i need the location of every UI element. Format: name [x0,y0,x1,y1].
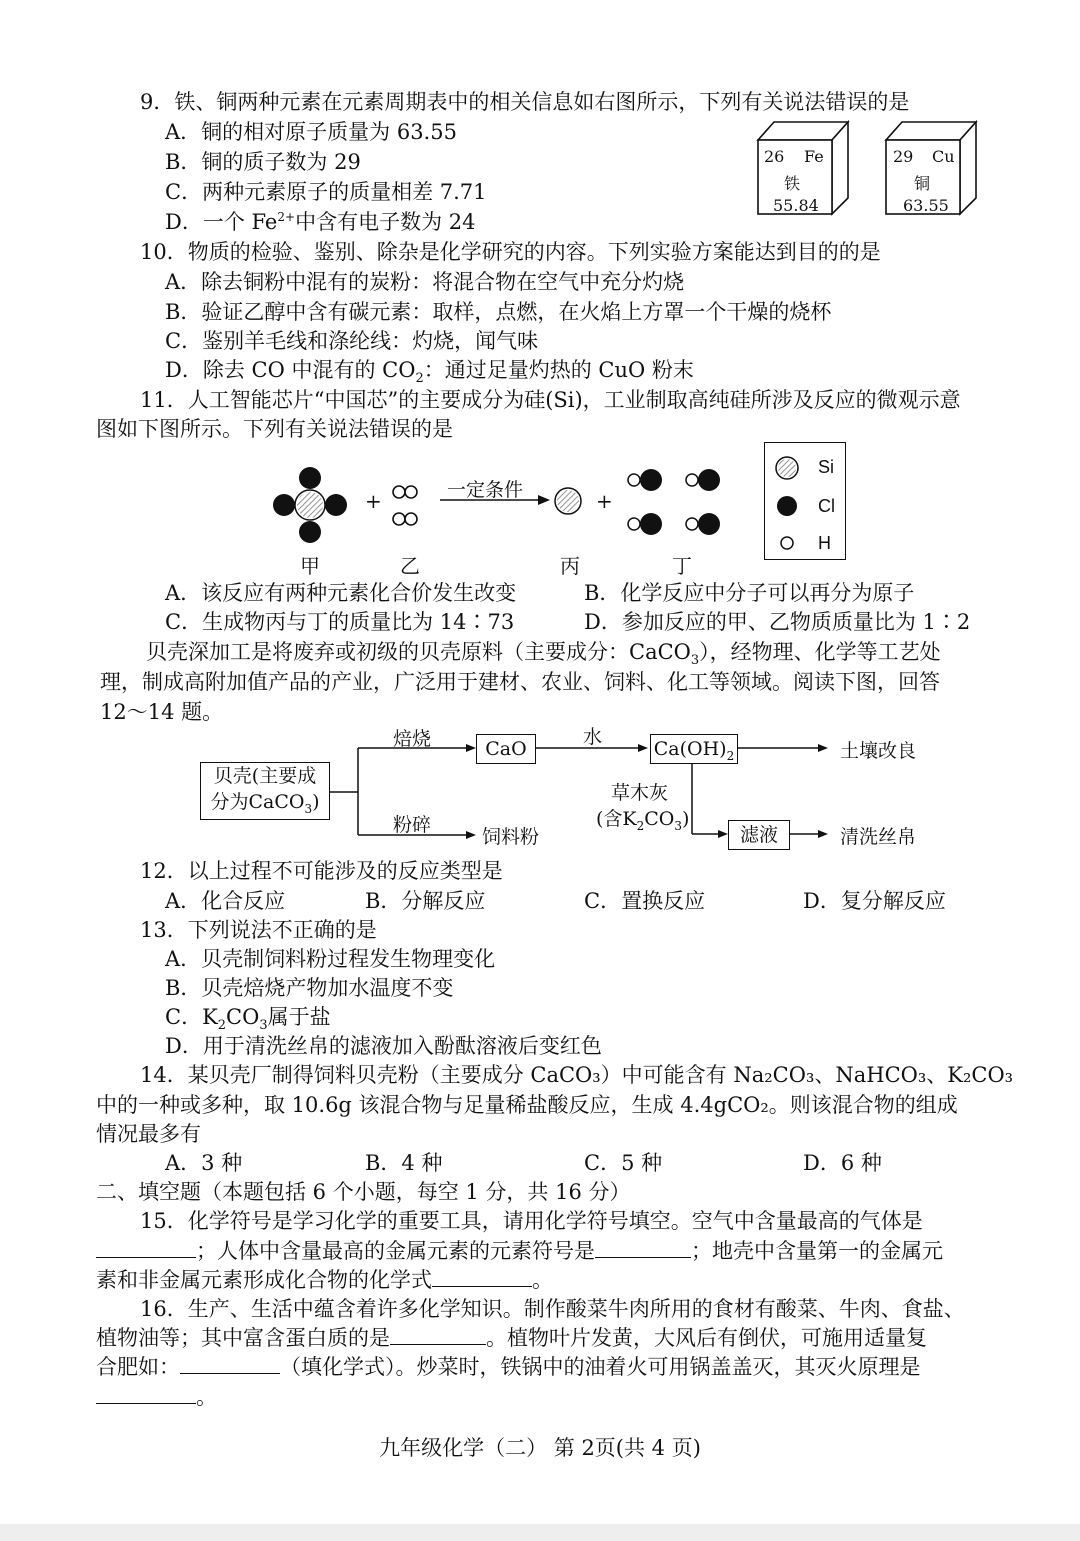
q9-option-d-charge: 2+ [277,210,296,224]
q12-option-a: A．化合反应 [165,889,286,913]
q11-option-d: D．参加反应的甲、乙物质质量比为 1∶2 [584,610,971,634]
q15-line2 [96,1235,943,1265]
q16-line2-text-b: 。植物叶片发黄，大风后有倒伏，可施用适量复 [486,1326,927,1350]
passage-line1-prefix: 贝壳深加工是将废弃或初级的贝壳原料（主要成分：CaCO [146,640,691,664]
passage-line1-suffix: ），经物理、化学等工艺处 [699,640,941,664]
legend-h: H [818,533,831,553]
q11-stem-line2: 图如下图所示。下列有关说法错误的是 [96,417,453,441]
q11-stem-line1: 11．人工智能芯片“中国芯”的主要成分为硅(Si)，工业制取高纯硅所涉及反应的微观示意 [140,388,961,412]
q15-blank-1[interactable] [96,1239,196,1258]
q12-option-d: D．复分解反应 [803,889,946,913]
q13-option-c [165,1001,331,1033]
reaction-plus-1: + [365,489,382,513]
label-yi: 乙 [400,554,420,578]
q13-option-d: D．用于清洗丝帛的滤液加入酚酞溶液后变红色 [165,1034,602,1058]
label-bing: 丙 [560,554,580,578]
label-jia: 甲 [300,554,320,578]
q16-line3-text-a: 合肥如： [96,1355,180,1379]
q10-option-d-prefix: D．除去 CO 中混有的 CO [165,358,416,382]
q16-line3-text-b: （填化学式）。炒菜时，铁锅中的油着火可用锅盖盖灭，其灭火原理是 [280,1355,921,1379]
passage-line1 [146,636,941,668]
q16-blank-3[interactable] [96,1385,196,1404]
product-ding-molecules [628,469,720,535]
q14-option-b: B．4 种 [365,1151,443,1175]
passage-line3: 12～14 题。 [100,700,224,724]
q15-line3-end: 。 [532,1268,553,1292]
q10-option-c: C．鉴别羊毛线和涤纶线：灼烧，闻气味 [165,329,539,353]
q15-line3 [96,1264,553,1294]
fe-atomic-number: 26 [764,147,785,166]
q16-blank-2[interactable] [180,1355,280,1374]
q12-stem: 12．以上过程不可能涉及的反应类型是 [140,859,503,883]
q16-blank-1[interactable] [390,1326,486,1345]
cao-box [476,734,536,764]
cu-atomic-number: 29 [893,147,914,166]
q16-line4-end: 。 [196,1385,217,1409]
caoh2-box [650,734,738,764]
feed-powder-label: 饲料粉 [482,826,540,848]
q15-line1: 15．化学符号是学习化学的重要工具，请用化学符号填空。空气中含量最高的气体是 [140,1209,923,1233]
q11-option-c: C．生成物丙与丁的质量比为 14∶73 [165,610,515,634]
cu-name: 铜 [914,174,931,193]
q13-option-b: B．贝壳焙烧产物加水温度不变 [165,976,454,1000]
q16-line2-text-a: 植物油等；其中富含蛋白质的是 [96,1326,390,1350]
reactant-jia-molecule [273,467,347,543]
filtrate-box [728,820,790,850]
q13-option-c-sub1: 2 [217,1018,227,1034]
passage-line2: 理，制成高附加值产品的产业，广泛用于建材、农业、饲料、化工等领域。阅读下图，回答 [100,670,940,694]
q13-option-a: A．贝壳制饲料粉过程发生物理变化 [165,947,496,971]
caoh2-text: Ca(OH) [653,738,727,760]
step-water-label: 水 [583,726,603,748]
cu-atomic-mass: 63.55 [903,196,949,215]
q10-option-d-subscript: 2 [415,371,424,387]
fe-atomic-mass: 55.84 [773,196,819,215]
plant-ash-formula-sub2: 3 [674,818,683,833]
q14-stem-line3: 情况最多有 [96,1122,201,1146]
section2-heading: 二、填空题（本题包括 6 个小题，每空 1 分，共 16 分） [96,1180,631,1204]
passage-line1-subscript: 3 [690,653,700,669]
q13-stem: 13．下列说法不正确的是 [140,918,377,942]
q9-option-d [165,206,475,236]
q11-option-b: B．化学反应中分子可以再分为原子 [584,581,915,605]
plant-ash-formula [596,804,689,833]
plant-ash-formula-sub1: 2 [636,818,645,833]
q10-option-d-suffix: ：通过足量灼热的 CuO 粉末 [423,358,694,382]
q14-option-c: C．5 种 [584,1151,663,1175]
label-ding: 丁 [672,554,692,578]
q9-stem: 9．铁、铜两种元素在元素周期表中的相关信息如右图所示，下列有关说法错误的是 [140,90,910,114]
fe-symbol: Fe [804,147,824,166]
q14-option-a: A．3 种 [165,1151,243,1175]
scan-bottom-band [0,1524,1080,1541]
reaction-condition: 一定条件 [447,479,524,501]
plant-ash-formula-suffix: ) [682,808,690,830]
shell-source-line1: 贝壳(主要成 [213,765,317,787]
cao-text: CaO [485,738,527,760]
shell-source-line2-suffix: ) [312,791,320,813]
page-footer: 九年级化学（二） 第 2页(共 4 页) [379,1436,701,1460]
q9-option-c: C．两种元素原子的质量相差 7.71 [165,180,487,204]
q9-option-b: B．铜的质子数为 29 [165,150,361,174]
q13-option-c-sub2: 3 [259,1018,268,1034]
q12-option-b: B．分解反应 [365,889,486,913]
q15-line2-text-b: ；地壳中含量第一的金属元 [691,1239,943,1263]
q15-blank-2[interactable] [595,1239,691,1258]
q10-stem: 10．物质的检验、鉴别、除杂是化学研究的内容。下列实验方案能达到目的的是 [140,240,881,264]
fe-name: 铁 [784,174,801,193]
q13-option-c-suffix: 属于盐 [267,1005,331,1029]
q16-line3 [96,1351,921,1381]
step-crush-label: 粉碎 [393,814,432,836]
q13-option-c-mid: CO [226,1005,260,1029]
filtrate-text: 滤液 [739,824,778,846]
q15-line3-text: 素和非金属元素形成化合物的化学式 [96,1268,432,1292]
q16-line2 [96,1322,927,1352]
q12-option-c: C．置换反应 [584,889,706,913]
legend-si: Si [818,457,835,477]
silk-cleaning-label: 清洗丝帛 [840,826,917,848]
q14-stem-line1: 14．某贝壳厂制得饲料贝壳粉（主要成分 CaCO₃）中可能含有 Na₂CO₃、NaHCO₃、K₂CO₃ [140,1063,1014,1087]
q10-option-a: A．除去铜粉中混有的炭粉：将混合物在空气中充分灼烧 [165,270,685,294]
plant-ash-label: 草木灰 [611,782,669,804]
q10-option-b: B．验证乙醇中含有碳元素：取样，点燃，在火焰上方罩一个干燥的烧杯 [165,300,832,324]
q16-line4 [96,1381,217,1411]
q14-option-d: D．6 种 [803,1151,882,1175]
plant-ash-formula-mid: CO [644,808,675,830]
legend-icons [770,450,810,554]
shell-source-box [200,762,330,820]
plant-ash-formula-prefix: (含K [596,808,637,830]
legend-cl: Cl [818,496,835,516]
q15-blank-3[interactable] [432,1268,532,1287]
q14-stem-line2: 中的一种或多种，取 10.6g 该混合物与足量稀盐酸反应，生成 4.4gCO₂。则该混合物的组成 [96,1093,958,1117]
step-roast-label: 焙烧 [393,728,432,750]
cu-symbol: Cu [932,147,955,166]
q13-option-c-prefix: C．K [165,1005,218,1029]
q9-option-a: A．铜的相对原子质量为 63.55 [165,120,457,144]
product-bing-atom [555,488,581,514]
shell-source-line2-prefix: 分为CaCO [210,791,305,813]
shell-source-line2 [201,789,329,822]
reactant-yi-molecules [393,486,417,525]
soil-improvement-label: 土壤改良 [840,740,917,762]
caoh2-subscript: 2 [726,748,735,763]
q16-line1: 16．生产、生活中蕴含着许多化学知识。制作酸菜牛肉所用的食材有酸菜、牛肉、食盐、 [140,1297,965,1321]
q9-option-d-suffix: 中含有电子数为 24 [295,210,476,234]
reaction-plus-2: + [596,489,613,513]
q9-option-d-prefix: D．一个 Fe [165,210,278,234]
q11-option-a: A．该反应有两种元素化合价发生改变 [165,581,517,605]
q15-line2-text-a: ；人体中含量最高的金属元素的元素符号是 [196,1239,595,1263]
q10-option-d [165,354,694,386]
shell-source-line2-subscript: 3 [304,801,313,816]
